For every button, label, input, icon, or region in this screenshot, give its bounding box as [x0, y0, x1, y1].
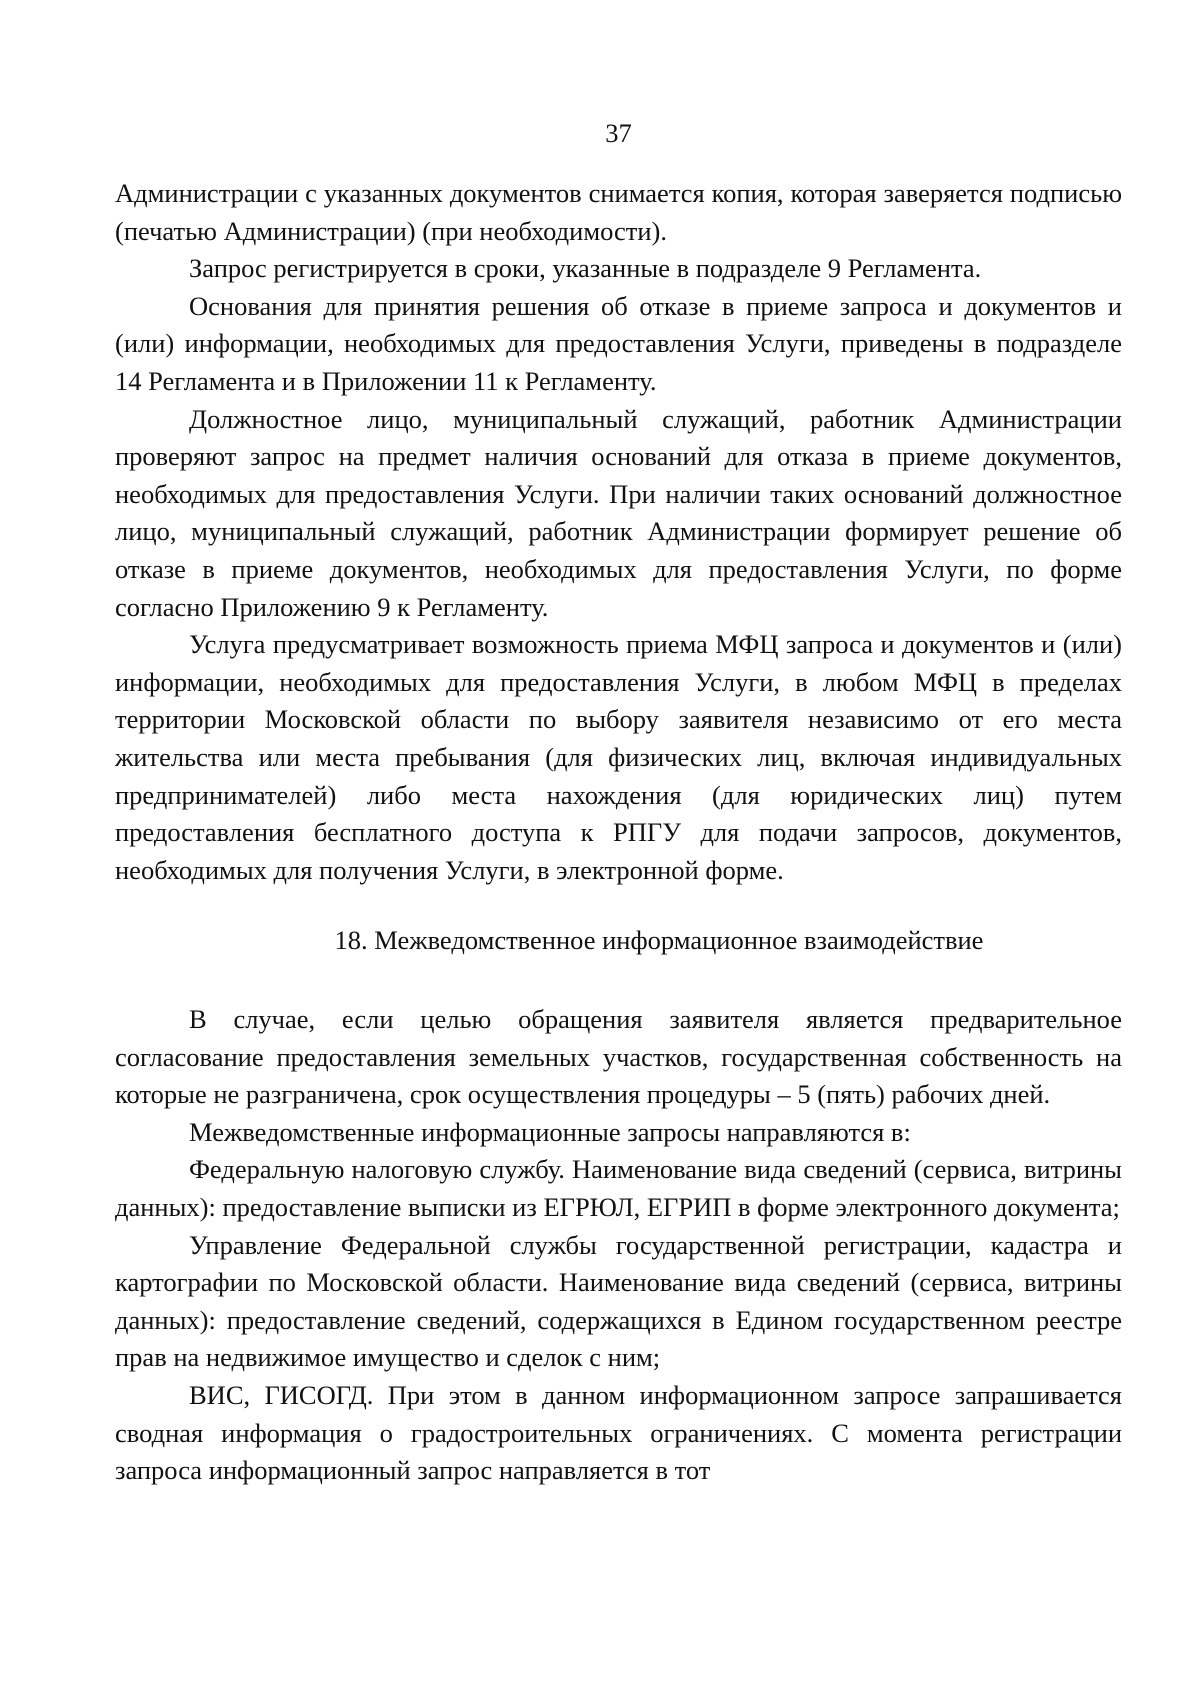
paragraph: Федеральную налоговую службу. Наименование вида сведений (сервиса, витрины данных): предоставление выписки из ЕГРЮЛ, ЕГРИП в форме электронного документа; [115, 1154, 1122, 1222]
paragraph: ВИС, ГИСОГД. При этом в данном информационном запросе запрашивается сводная информация о градостроительных ограничениях. С момента регистрации запроса информационный запрос направляется в тот [115, 1379, 1122, 1486]
paragraph-continuation: Администрации с указанных документов снимается копия, которая заверяется подписью (печатью Администрации) (при необходимости). [115, 178, 1122, 246]
paragraph: Межведомственные информационные запросы направляются в: [189, 1116, 911, 1147]
page-number: 37 [605, 118, 632, 148]
paragraph: В случае, если целью обращения заявителя является предварительное согласование предоставления земельных участков, государственная собственность на которые не разграничена, срок осуществления процедуры – 5 (пять) рабочих дней. [115, 1004, 1122, 1110]
paragraph: Услуга предусматривает возможность приема МФЦ запроса и документов и (или) информации, необходимых для предоставления Услуги, в любом МФЦ в пределах территории Московской области по выбору заявителя независимо от его места жительства или места пребывания (для физических лиц, включая индивидуальных предпринимателей) либо места нахождения (для юридических лиц) путем предоставления бесплатного доступа к РПГУ для подачи запросов, документов, необходимых для получения Услуги, в электронной форме. [115, 629, 1122, 885]
paragraph: Основания для принятия решения об отказе в приеме запроса и документов и (или) информации, необходимых для предоставления Услуги, приведены в подразделе 14 Регламента и в Приложении 11 к Регламенту. [115, 290, 1122, 396]
paragraph: Управление Федеральной службы государственной регистрации, кадастра и картографии по Московской области. Наименование вида сведений (сервиса, витрины данных): предоставление сведений, содержащихся в Едином государственном реестре прав на недвижимое имущество и сделок с ним; [115, 1229, 1122, 1373]
section-body-18 [115, 1001, 1122, 1490]
paragraph: Запрос регистрируется в сроки, указанные в подразделе 9 Регламента. [189, 253, 982, 284]
section-body-top [115, 175, 1122, 889]
section-heading: 18. Межведомственное информационное взаимодействие [334, 925, 984, 955]
paragraph: Должностное лицо, муниципальный служащий, работник Администрации проверяют запрос на предмет наличия оснований для отказа в приеме документов, необходимых для предоставления Услуги. При наличии таких оснований должностное лицо, муниципальный служащий, работник Администрации формирует решение об отказе в приеме документов, необходимых для предоставления Услуги, по форме согласно Приложению 9 к Регламенту. [115, 403, 1122, 622]
